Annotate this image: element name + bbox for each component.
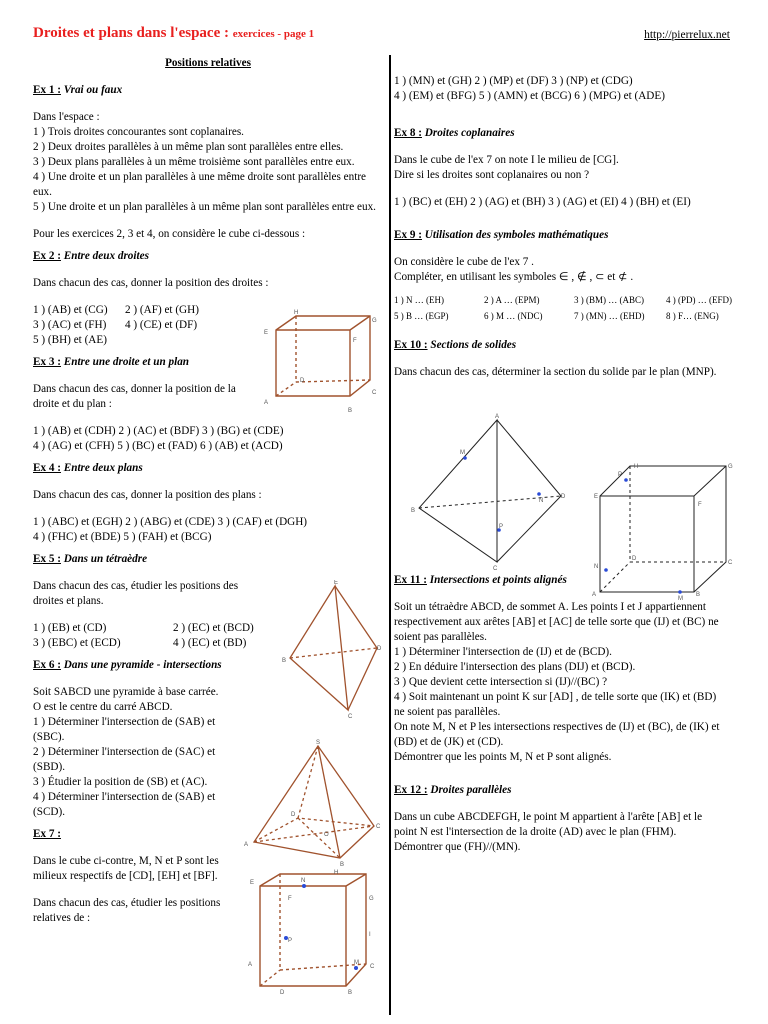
ex6-line: O est le centre du carré ABCD. [33, 701, 173, 713]
tetra2-label: B [411, 508, 416, 514]
tetra2-label: C [493, 566, 498, 572]
ex9-items [394, 292, 739, 324]
pyramid-label: C [376, 824, 381, 830]
ex11-line: Soit un tétraèdre ABCD, de sommet A. Les points I et J appartiennent [394, 601, 706, 613]
ex11-line: (BD) et de (JK) et (CD). [394, 736, 504, 748]
ex7-intro: Dans le cube ci-contre, M, N et P sont les [33, 855, 219, 867]
ex9-intro: On considère le cube de l'ex 7 . [394, 256, 534, 268]
tetra-label: B [282, 658, 287, 664]
ex10-name: Sections de solides [430, 339, 517, 351]
ex12-line: Dans un cube ABCDEFGH, le point M appartient à l'arête [AB] et le [394, 811, 703, 823]
ex6-num: Ex 6 : [33, 659, 61, 671]
ex9-name: Utilisation des symboles mathématiques [424, 229, 609, 241]
ex8-heading [394, 126, 739, 141]
ex4-line: 4 ) (FHC) et (BDE) 5 ) (FAH) et (BCG) [33, 531, 212, 543]
cube3-label: C [728, 560, 733, 566]
ex9-item: 5 ) B … (EGP) [394, 311, 449, 321]
ex11-line: 2 ) En déduire l'intersection des plans (DIJ) et (BCD). [394, 661, 636, 673]
ex6-line: 3 ) Étudier la position de (SB) et (AC). [33, 776, 208, 788]
cube3-label: P [618, 472, 623, 478]
cube3-label: G [728, 464, 733, 470]
pyramid-label: B [340, 862, 345, 868]
tetra-label: D [377, 646, 382, 652]
site-link[interactable]: http://pierrelux.net [644, 29, 730, 41]
ex2-item: 3 ) (AC) et (FH) [33, 319, 107, 331]
ex6-line: (SBC). [33, 731, 65, 743]
ex11-line: Démontrer que les points M, N et P sont alignés. [394, 751, 612, 763]
ex11-line: respectivement aux arêtes [AB] et [AC] de telle sorte que (IJ) et (BC) ne [394, 616, 719, 628]
cube-label: D [280, 990, 285, 996]
ex4-name: Entre deux plans [63, 462, 143, 474]
cube-label: M [354, 960, 359, 966]
ex5-heading [33, 552, 383, 567]
ex5-item: 3 ) (EBC) et (ECD) [33, 637, 121, 649]
ex1-item: 4 ) Une droite et un plan parallèles à une même droite sont parallèles entre eux. [33, 171, 367, 198]
ex5-item: 2 ) (EC) et (BCD) [173, 622, 254, 634]
ex4-num: Ex 4 : [33, 462, 61, 474]
tetra-label: E [334, 580, 339, 586]
ex7-line: 4 ) (EM) et (BFG) 5 ) (AMN) et (BCG) 6 ) (MPG) et (ADE) [394, 90, 665, 102]
ex11-num: Ex 11 : [394, 574, 427, 586]
cube-label: D [300, 378, 305, 384]
cube3-label: F [698, 502, 702, 508]
ex8-name: Droites coplanaires [424, 127, 515, 139]
ex6-line: Soit SABCD une pyramide à base carrée. [33, 686, 219, 698]
cube-label: F [353, 338, 357, 344]
cube3-label: H [634, 464, 639, 470]
ex1-intro: Dans l'espace : [33, 111, 100, 123]
ex3-num: Ex 3 : [33, 356, 61, 368]
cube3-label: N [594, 564, 599, 570]
cube3-label: E [594, 494, 599, 500]
tetra2-label: P [499, 524, 504, 530]
cube3-label: D [632, 556, 637, 562]
cube-label: F [288, 896, 292, 902]
ex2-item: 4 ) (CE) et (DF) [125, 319, 198, 331]
title-text: Droites et plans dans l'espace : [33, 25, 229, 41]
ex1-item: 1 ) Trois droites concourantes sont coplanaires. [33, 126, 244, 138]
cube3-label: A [592, 592, 597, 598]
ex11-line: On note M, N et P les intersections respectives de (IJ) et (BC), de (IK) et [394, 721, 720, 733]
ex5-num: Ex 5 : [33, 553, 61, 565]
ex1-num: Ex 1 : [33, 84, 61, 96]
cube-label: G [372, 318, 377, 324]
ex6-line: (SCD). [33, 806, 66, 818]
ex9-num: Ex 9 : [394, 229, 422, 241]
ex3-intro: Dans chacun des cas, donner la position de la [33, 383, 236, 395]
ex10-heading [394, 338, 739, 353]
ex3-line: 1 ) (AB) et (CDH) 2 ) (AC) et (BDF) 3 ) (BG) et (CDE) [33, 425, 284, 437]
ex9-item: 7 ) (MN) … (EHD) [574, 311, 645, 321]
column-divider [389, 55, 391, 1015]
pyramid-label: S [316, 740, 321, 746]
cube-label: E [264, 330, 269, 336]
cube-label: A [248, 962, 253, 968]
ex2-num: Ex 2 : [33, 250, 61, 262]
ex6-line: (SBD). [33, 761, 66, 773]
ex7-line: 1 ) (MN) et (GH) 2 ) (MP) et (DF) 3 ) (NP) et (CDG) [394, 75, 633, 87]
ex4-line: 1 ) (ABC) et (EGH) 2 ) (ABG) et (CDE) 3 ) (CAF) et (DGH) [33, 516, 308, 528]
ex5-name: Dans un tétraèdre [63, 553, 148, 565]
ex9-item: 2 ) A … (EPM) [484, 295, 540, 305]
cube-label: H [294, 310, 299, 316]
ex12-heading [394, 783, 739, 798]
cube-label: A [264, 400, 269, 406]
tetra2-label: M [460, 450, 465, 456]
cube-label: C [370, 964, 375, 970]
ex5-intro: droites et plans. [33, 595, 104, 607]
section-title: Positions relatives [165, 57, 251, 69]
ex8-num: Ex 8 : [394, 127, 422, 139]
cube-section-figure [590, 460, 740, 600]
ex2-item: 5 ) (BH) et (AE) [33, 334, 107, 346]
ex12-line: Démontrer que (FH)//(MN). [394, 841, 521, 853]
cube-label: P [288, 938, 293, 944]
ex2-item: 1 ) (AB) et (CG) [33, 304, 108, 316]
cube-label: I [369, 932, 371, 938]
pyramid-label: D [291, 812, 296, 818]
ex2-intro: Dans chacun des cas, donner la position des droites : [33, 277, 269, 289]
ex3-name: Entre une droite et un plan [63, 356, 190, 368]
tetrahedron-figure [280, 580, 385, 720]
cube-label: B [348, 408, 353, 414]
ex11-line: 4 ) Soit maintenant un point K sur [AD] , de telle sorte que (IK) et (BD) [394, 691, 717, 703]
ex6-line: 4 ) Déterminer l'intersection de (SAB) et [33, 791, 216, 803]
ex10-num: Ex 10 : [394, 339, 428, 351]
cube-figure [258, 308, 388, 420]
tetra2-label: N [539, 498, 544, 504]
ex4-intro: Dans chacun des cas, donner la position des plans : [33, 489, 262, 501]
ex6-name: Dans une pyramide - intersections [63, 659, 222, 671]
pyramid-label: A [244, 842, 249, 848]
ex2-name: Entre deux droites [63, 250, 149, 262]
pyramid-figure [242, 738, 388, 868]
ex8-line: 1 ) (BC) et (EH) 2 ) (AG) et (BH) 3 ) (AG) et (EI) 4 ) (BH) et (EI) [394, 196, 691, 208]
cube-label: C [372, 390, 377, 396]
ex10-intro: Dans chacun des cas, déterminer la section du solide par le plan (MNP). [394, 366, 717, 378]
ex11-name: Intersections et points alignés [429, 574, 567, 586]
cube-label: E [250, 880, 255, 886]
ex12-name: Droites parallèles [430, 784, 512, 796]
ex7-num: Ex 7 : [33, 828, 61, 840]
ex5-item: 4 ) (EC) et (BD) [173, 637, 247, 649]
cube-label: G [369, 896, 374, 902]
pyramid-label: O [324, 832, 329, 838]
ex5-intro: Dans chacun des cas, étudier les positions des [33, 580, 239, 592]
ex6-line: 1 ) Déterminer l'intersection de (SAB) et [33, 716, 216, 728]
ex12-line: point N est l'intersection de la droite (AD) avec le plan (FHM). [394, 826, 677, 838]
ex11-line: ne soient pas parallèles. [394, 706, 501, 718]
ex11-line: 3 ) Que devient cette intersection si (IJ)//(BC) ? [394, 676, 608, 688]
ex11-line: soient pas parallèles. [394, 631, 487, 643]
ex9-intro: Compléter, en utilisant les symboles ∈ , ∉ , ⊂ et ⊄ . [394, 271, 634, 283]
ex8-intro: Dans le cube de l'ex 7 on note I le milieu de [CG]. [394, 154, 619, 166]
cube-ex7-figure [246, 868, 386, 998]
ex6-line: 2 ) Déterminer l'intersection de (SAC) et [33, 746, 216, 758]
ex7-intro: relatives de : [33, 912, 91, 924]
tetra-section-figure [405, 412, 575, 572]
ex7-intro: milieux respectifs de [CD], [EH] et [BF]. [33, 870, 218, 882]
ex5-item: 1 ) (EB) et (CD) [33, 622, 107, 634]
ex1-item: 3 ) Deux plans parallèles à un même troisième sont parallèles entre eux. [33, 156, 355, 168]
ex3-intro: droite et du plan : [33, 398, 112, 410]
ex4-heading [33, 461, 383, 476]
ex2-item: 2 ) (AF) et (GH) [125, 304, 199, 316]
cube-note: Pour les exercices 2, 3 et 4, on considère le cube ci-dessous : [33, 228, 306, 240]
ex2-heading [33, 249, 383, 264]
tetra2-label: A [495, 414, 500, 420]
ex7-intro: Dans chacun des cas, étudier les positions [33, 897, 221, 909]
cube-label: H [334, 870, 339, 876]
ex9-item: 8 ) F… (ENG) [666, 311, 719, 321]
page-title [33, 26, 314, 42]
ex1-item: 2 ) Deux droites parallèles à un même plan sont parallèles entre elles. [33, 141, 344, 153]
ex8-intro: Dire si les droites sont coplanaires ou non ? [394, 169, 590, 181]
ex11-line: 1 ) Déterminer l'intersection de (IJ) et de (BCD). [394, 646, 612, 658]
ex1-name: Vrai ou faux [63, 84, 123, 96]
ex9-item: 4 ) (PD) … (EFD) [666, 295, 732, 305]
ex12-num: Ex 12 : [394, 784, 428, 796]
title-subtitle: exercices - page 1 [232, 28, 315, 40]
tetra-label: C [348, 714, 353, 720]
ex1-item: 5 ) Une droite et un plan parallèles à un même plan sont parallèles entre eux. [33, 201, 376, 213]
ex9-item: 6 ) M … (NDC) [484, 311, 543, 321]
ex9-item: 1 ) N … (EH) [394, 295, 444, 305]
ex9-heading [394, 228, 739, 243]
ex3-line: 4 ) (AG) et (CFH) 5 ) (BC) et (FAD) 6 ) (AB) et (ACD) [33, 440, 283, 452]
tetra2-label: D [561, 494, 566, 500]
cube3-label: B [696, 592, 701, 598]
cube3-label: M [678, 596, 683, 600]
cube-label: B [348, 990, 353, 996]
ex1-heading [33, 83, 383, 98]
ex9-item: 3 ) (BM) … (ABC) [574, 295, 644, 305]
cube-label: N [301, 878, 306, 884]
